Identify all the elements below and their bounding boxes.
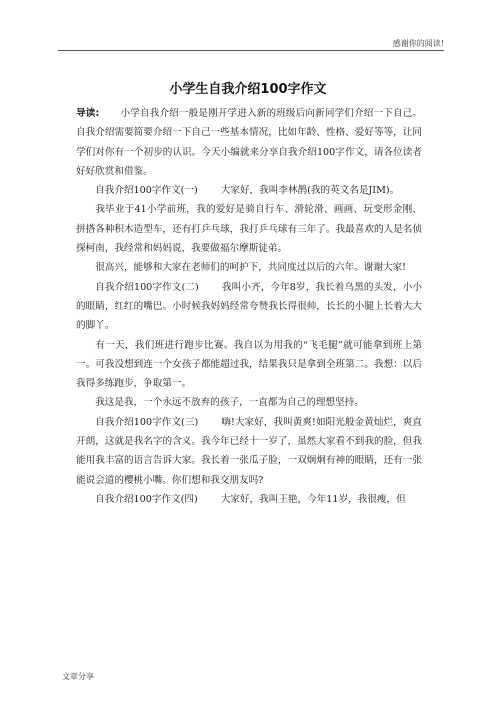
article-body xyxy=(76,104,422,509)
section-1-paragraph-1 xyxy=(76,181,422,200)
intro-label: 导读: xyxy=(76,108,100,119)
section-3-paragraph-1 xyxy=(76,413,422,490)
section-2-paragraph-2: 有一天，我们班进行跑步比赛。我自以为用我的“飞毛腿”就可能拿到班上第一。可我没想到连一个女孩子都能超过我，结果我只是拿到全班第二。我想：以后我得多练跑步，争取第一。 xyxy=(76,339,422,390)
section-3-text-1: 嗨!大家好，我叫黄爽!如阳光般金黄灿烂，爽直开朗，这就是我名字的含义。我今年已经十一岁了，虽然大家看不到我的脸，但我能用我丰富的语言告诉大家。我长着一张瓜子脸，一双炯炯有神的眼睛，还有一张能说会道的樱桃小嘴。你们想和我交朋友吗? xyxy=(76,416,422,486)
section-1-paragraph-3: 很高兴，能够和大家在老师们的呵护下，共同度过以后的六年。谢谢大家! xyxy=(95,262,407,274)
page-title: 小学生自我介绍100字作文 xyxy=(169,82,327,97)
section-2-paragraph-1 xyxy=(76,278,422,336)
section-2-label: 自我介绍100字作文(二) xyxy=(95,281,199,293)
section-2-paragraph-3: 我这是我，一个永远不放弃的孩子，一直都为自己的理想坚持。 xyxy=(95,397,364,409)
intro-paragraph xyxy=(76,104,422,181)
header-rule xyxy=(58,50,444,51)
section-1-text-1: 大家好，我叫李林鹊(我的英文名是JIM)。 xyxy=(220,185,400,197)
intro-text: 小学自我介绍一般是刚开学进入新的班级后向新同学们介绍一下自己。自我介绍需要简要介绍一下自己一些基本情况，比如年龄、性格、爱好等等，让同学们对你有一个初步的认识。今天小编就来分享自我介绍100字作文，请各位读者好好欣赏和借鉴。 xyxy=(76,108,422,177)
section-4-text-1: 大家好，我叫王艳，今年11岁，我很瘦，但 xyxy=(220,493,406,505)
section-1-label: 自我介绍100字作文(一) xyxy=(95,185,198,197)
section-1-paragraph-2: 我毕业于41小学前班，我的爱好是骑自行车、滑轮滑、画画、玩变形金刚、拼搭各种积木造型车，还有打乒乓球，我打乒乓球有三年了。我最喜欢的人是名侦探柯南，我经常和妈妈说，我要做福尔摩斯徒弟。 xyxy=(76,204,422,255)
section-2-text-1: 我叫小齐，今年8岁，我长着乌黑的头发，小小的眼睛，红红的嘴巴。小时候我妈妈经常夸赞我长得很帅，长长的小腿上长着大大的脚丫。 xyxy=(76,281,422,332)
footer-note: 文章分享 xyxy=(62,672,94,681)
section-3-label: 自我介绍100字作文(三) xyxy=(95,416,199,428)
section-4-paragraph-1 xyxy=(76,490,422,509)
header-note: 感谢你的阅读! xyxy=(392,39,444,48)
section-4-label: 自我介绍100字作文(四) xyxy=(95,493,198,505)
